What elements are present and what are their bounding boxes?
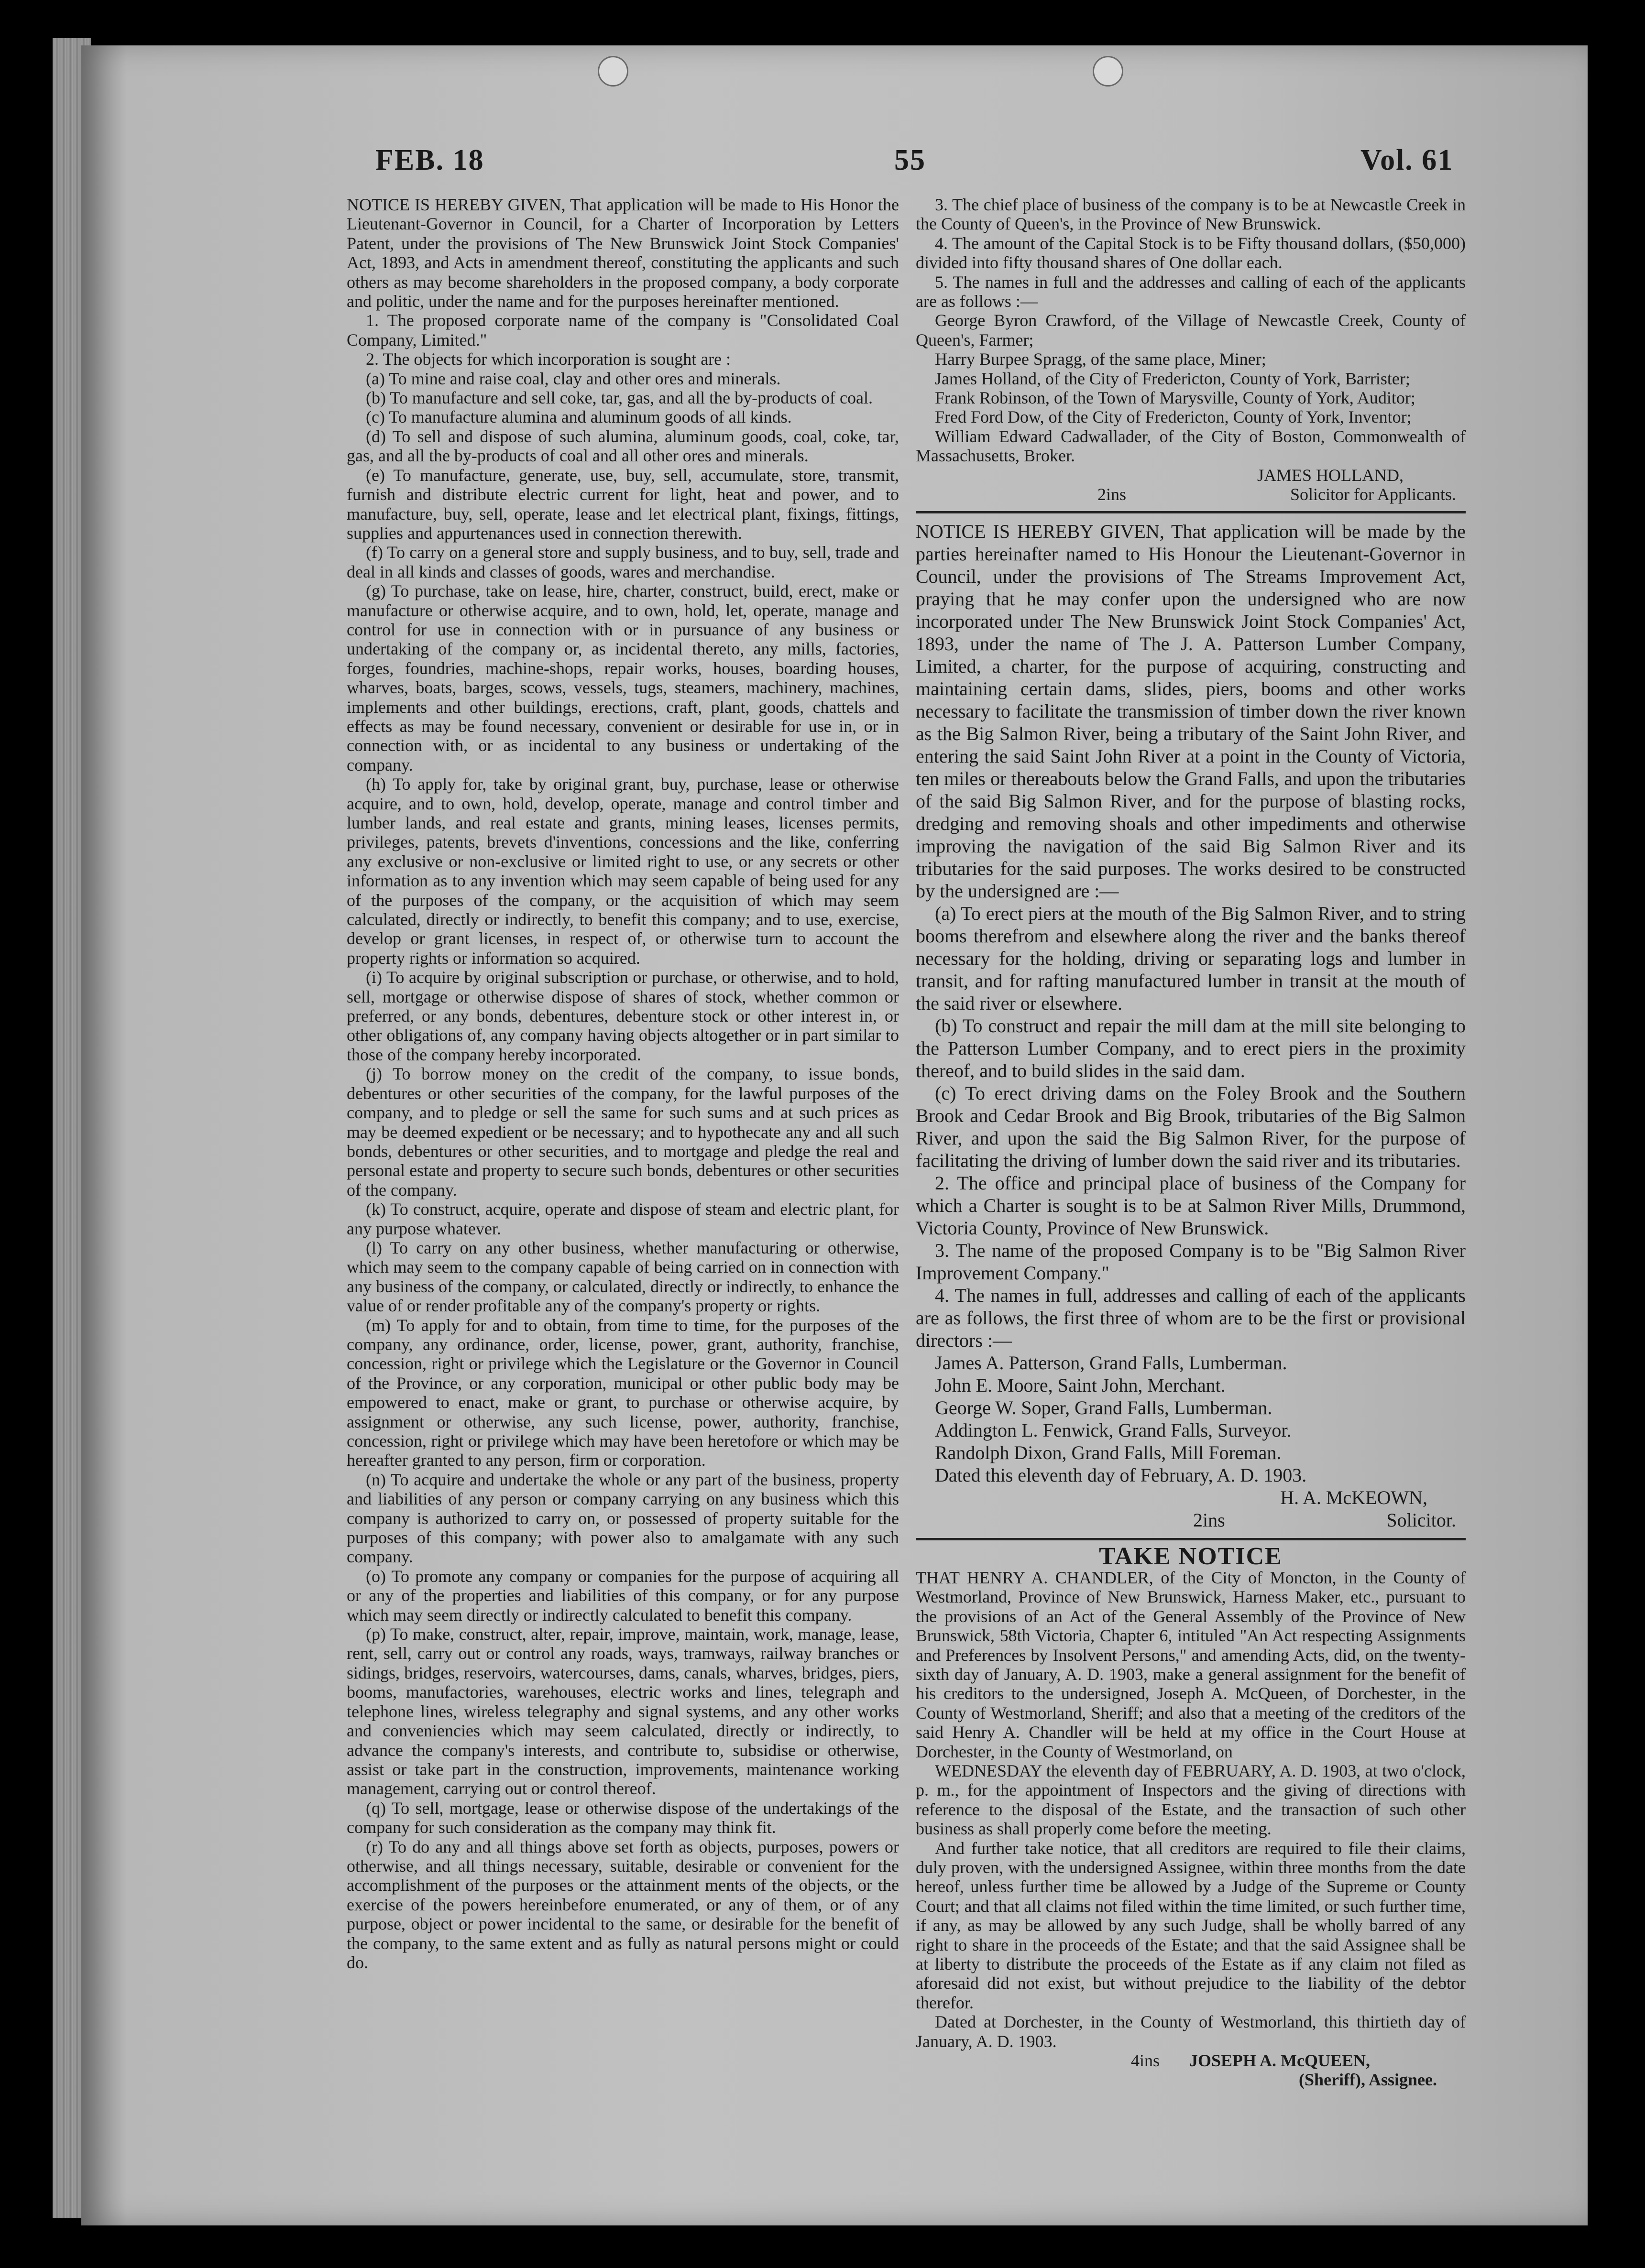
notice-paragraph: And further take notice, that all creditors are required to file their claims, duly proven, with the undersigned Assignee, within three months from the date hereof, unless further time be allowed by a Judge of the Supreme or County Court; and that all claims not filed within the time limited, or such further time, if any, as may be allowed by any such Judge, shall be wholly barred of any right to share in the proceeds of the Estate; and that the said Assignee shall be at liberty to distribute the proceeds of the Estate as if any claim not filed as aforesaid did not exist, but without prejudice to the liability of the debtor therefor. [916, 1838, 1466, 2012]
notice-paragraph: 5. The names in full and the addresses and calling of each of the applicants are as follows :— [916, 272, 1466, 311]
notice-paragraph: 1. The proposed corporate name of the company is "Consolidated Coal Company, Limited." [347, 311, 899, 349]
notice-paragraph: (c) To erect driving dams on the Foley Brook and the Southern Brook and Cedar Brook and Big Brook, tributaries of the Big Salmon River, and upon the said the Big Salmon River, for the purpose of facilitating the driving of lumber down the said river and its tributaries. [916, 1082, 1466, 1171]
notice-paragraph: (l) To carry on any other business, whether manufacturing or otherwise, which may seem to the company capable of being carried on in connection with any business of the company, or calculated, directly or indirectly, to enhance the value of or render profitable any of the company's property or rights. [347, 1238, 899, 1316]
notice-paragraph: 2. The objects for which incorporation is sought are : [366, 349, 731, 369]
notice-paragraph: (o) To promote any company or companies for the purpose of acquiring all or any of the properties and liabilities of this company, or for any purpose which may seem directly or indirectly calculated to benefit this company. [347, 1566, 899, 1625]
insertion-count: 2ins [1097, 485, 1127, 504]
notice-paragraph: (a) To erect piers at the mouth of the Big Salmon River, and to string booms therefrom and elsewhere along the river and the banks thereof necessary for the holding, driving or separating logs and lumber in transit, and for rafting manufactured lumber in transit at the mouth of the said river or elsewhere. [916, 902, 1466, 1014]
notice-paragraph: (r) To do any and all things above set forth as objects, purposes, powers or otherwise, and all things necessary, suitable, desirable or convenient for the accomplishment of the purposes or the attainment ments of the objects, or the exercise of the powers hereinbefore enumerated, or any of them, or of any purpose, object or power incidental to the same, or desirable for the benefit of the company, to the same extent and as fully as natural persons might or could do. [347, 1837, 899, 1972]
insertion-count: 2ins [1193, 1509, 1225, 1531]
running-head-date: FEB. 18 [375, 144, 484, 176]
applicant-entry: George W. Soper, Grand Falls, Lumberman. [935, 1396, 1272, 1418]
section-divider [916, 511, 1466, 513]
notice-paragraph: (b) To construct and repair the mill dam at the mill site belonging to the Patterson Lumber Company, and to erect piers in the proximity thereof, and to build slides in the said dam. [916, 1014, 1466, 1081]
right-column [916, 195, 1466, 2090]
notice-paragraph: 3. The name of the proposed Company is to be "Big Salmon River Improvement Company." [916, 1239, 1466, 1284]
notice-paragraph: WEDNESDAY the eleventh day of FEBRUARY, A. D. 1903, at two o'clock, p. m., for the appointment of Inspectors and the giving of directions with reference to the disposal of the Estate, and the transaction of such other business as shall properly come before the meeting. [916, 1761, 1466, 1839]
notice-paragraph: (g) To purchase, take on lease, hire, charter, construct, build, erect, make or manufacture or otherwise acquire, and to own, hold, let, operate, manage and control for use in connection with or in pursuance of any business or undertaking of the company or, as incidental thereto, any mills, factories, forges, foundries, machine-shops, repair works, houses, boarding houses, wharves, boats, barges, scows, vessels, tugs, steamers, machinery, machines, implements and other buildings, erections, craft, plant, goods, chattels and effects as may be found necessary, convenient or desirable for use in, or in connection with, or as incidental to any business or undertaking of the company. [347, 581, 899, 774]
applicant-entry: George Byron Crawford, of the Village of Newcastle Creek, County of Queen's, Farmer; [916, 311, 1466, 349]
left-column [347, 195, 899, 1972]
notice-paragraph: 2. The office and principal place of business of the Company for which a Charter is sought is to be at Salmon River Mills, Drummond, Victoria County, Province of New Brunswick. [916, 1172, 1466, 1239]
notice-paragraph: THAT HENRY A. CHANDLER, of the City of Moncton, in the County of Westmorland, Province of New Brunswick, Harness Maker, etc., pursuant to the provisions of an Act of the General Assembly of the Province of New Brunswick, 58th Victoria, Chapter 6, intituled "An Act respecting Assignments and Preferences by Insolvent Persons," and amending Acts, did, on the twenty-sixth day of January, A. D. 1903, make a general assignment for the benefit of his creditors to the undersigned, Joseph A. McQueen, of Dorchester, in the County of Westmorland, Sheriff; and also that a meeting of the creditors of the said Henry A. Chandler will be held at my office in the Court House at Dorchester, in the County of Westmorland, on [916, 1568, 1466, 1761]
applicant-entry: Frank Robinson, of the Town of Marysville, County of York, Auditor; [935, 388, 1415, 408]
notice-paragraph: (n) To acquire and undertake the whole or any part of the business, property and liabilities of any person or company carrying on any business which this company is authorized to carry on, or possessed of property suitable for the purposes of this company; with power also to amalgamate with any such company. [347, 1470, 899, 1567]
notice-paragraph: NOTICE IS HEREBY GIVEN, That application will be made by the parties hereinafter named to His Honour the Lieutenant-Governor in Council, under the provisions of The Streams Improvement Act, praying that he may confer upon the undersigned who are now incorporated under The New Brunswick Joint Stock Companies' Act, 1893, under the name of The J. A. Patterson Lumber Company, Limited, a charter, for the purpose of acquiring, constructing and maintaining certain dams, slides, piers, booms and other works necessary to facilitate the transmission of timber down the river known as the Big Salmon River, being a tributary of the Saint John River, and entering the said Saint John River at a point in the County of Victoria, ten miles or thereabouts below the Grand Falls, and upon the tributaries of the said Big Salmon River, and for the purpose of blasting rocks, dredging and removing shoals and other impediments and otherwise improving the navigation of the said Big Salmon River and its tributaries for the said purposes. The works desired to be constructed by the undersigned are :— [916, 520, 1466, 902]
notice-paragraph: (f) To carry on a general store and supply business, and to buy, sell, trade and deal in all kinds and classes of goods, wares and merchandise. [347, 543, 899, 581]
notice-paragraph: (q) To sell, mortgage, lease or otherwise dispose of the undertakings of the company for such consideration as the company may think fit. [347, 1798, 899, 1837]
notice-paragraph: (e) To manufacture, generate, use, buy, sell, accumulate, store, transmit, furnish and distribute electric current for light, heat and power, and to manufacture, buy, sell, operate, lease and let electrical plant, fixings, fittings, supplies and appurtenances used in connection therewith. [347, 465, 899, 543]
signature-line [916, 2051, 1466, 2070]
notice-paragraph: 4. The names in full, addresses and calling of each of the applicants are as follows, the first three of whom are to be the first or provisional directors :— [916, 1284, 1466, 1351]
insertion-count: 4ins [1131, 2051, 1160, 2071]
signer-name: H. A. McKEOWN, [1280, 1486, 1427, 1508]
applicant-entry: Addington L. Fenwick, Grand Falls, Surveyor. [935, 1419, 1292, 1441]
applicant-entry: James A. Patterson, Grand Falls, Lumberman. [935, 1352, 1287, 1374]
binding-hole [598, 56, 628, 87]
notice-paragraph: (k) To construct, acquire, operate and dispose of steam and electric plant, for any purpose whatever. [347, 1199, 899, 1238]
notice-paragraph: 3. The chief place of business of the company is to be at Newcastle Creek in the County of Queen's, in the Province of New Brunswick. [916, 195, 1466, 234]
notice-paragraph: NOTICE IS HEREBY GIVEN, That application will be made to His Honor the Lieutenant-Governor in Council, for a Charter of Incorporation by Letters Patent, under the provisions of The New Brunswick Joint Stock Companies' Act, 1893, and Acts in amendment thereof, constituting the applicants and such others as may become shareholders in the proposed company, a body corporate and politic, under the name and for the purposes hereinafter mentioned. [347, 195, 899, 311]
notice-paragraph: (h) To apply for, take by original grant, buy, purchase, lease or otherwise acquire, and to own, hold, develop, operate, manage and control timber and lumber lands, and real estate and grants, mining leases, licenses permits, privileges, patents, brevets d'inventions, concessions and the like, conferring any exclusive or non-exclusive or limited right to use, or any secrets or other information as to any invention which may seem capable of being used for any of the purposes of the company, or the acquisition of which may seem calculated, directly or indirectly, to benefit this company; and to use, exercise, develop or grant licenses, in respect of, or otherwise turn to account the property rights or information so acquired. [347, 774, 899, 968]
notice-paragraph: (d) To sell and dispose of such alumina, aluminum goods, coal, coke, tar, gas, and all the by-products of coal and all other ores and minerals. [347, 426, 899, 466]
applicant-entry: Fred Ford Dow, of the City of Fredericton, County of York, Inventor; [935, 407, 1412, 427]
signer-name: JAMES HOLLAND, [1257, 465, 1404, 485]
signer-title: Solicitor. [1386, 1509, 1456, 1531]
applicant-list [916, 1352, 1466, 1486]
applicant-entry: James Holland, of the City of Fredericton, County of York, Barrister; [935, 369, 1410, 388]
notice-paragraph: (c) To manufacture alumina and aluminum goods of all kinds. [366, 407, 792, 427]
notice-paragraph: (b) To manufacture and sell coke, tar, gas, and all the by-products of coal. [366, 388, 873, 408]
signer-name: JOSEPH A. McQUEEN, [1189, 2051, 1370, 2071]
notice-paragraph: (a) To mine and raise coal, clay and other ores and minerals. [366, 369, 781, 388]
signature-line [916, 485, 1466, 504]
dated-line: Dated this eleventh day of February, A. D. 1903. [935, 1464, 1307, 1486]
page-number: 55 [894, 144, 926, 176]
signer-title: (Sheriff), Assignee. [1299, 2070, 1437, 2090]
notice-paragraph: (i) To acquire by original subscription or purchase, or otherwise, and to hold, sell, mortgage or otherwise dispose of shares of stock, whether common or preferred, or any bonds, debentures, debenture stock or other interest in, or other obligations of, any company having objects altogether or in part similar to those of the company hereby incorporated. [347, 968, 899, 1064]
notice-paragraph: (m) To apply for and to obtain, from time to time, for the purposes of the company, any ordinance, order, license, power, grant, authority, franchise, concession, right or privilege which the Legislature or the Governor in Council of the Province, or any corporation, municipal or other public body may be empowered to enact, make or grant, to purchase or otherwise acquire, by assignment or otherwise, any such license, power, authority, franchise, concession, right or privilege which may have been heretofore or which may be hereafter granted to any person, firm or corporation. [347, 1315, 899, 1470]
applicant-entry: Harry Burpee Spragg, of the same place, Miner; [935, 349, 1266, 369]
notice-paragraph: 4. The amount of the Capital Stock is to be Fifty thousand dollars, ($50,000) divided into fifty thousand shares of One dollar each. [916, 233, 1466, 273]
notice-paragraph: (j) To borrow money on the credit of the company, to issue bonds, debentures or other securities of the company, for the lawful purposes of the company, and to pledge or sell the same for such sums and at such prices as may be deemed expedient or be necessary; and to hypothecate any and all such bonds, debentures or other securities, and to mortgage and pledge the real and personal estate and property to secure such bonds, debentures or other securities of the company. [347, 1064, 899, 1199]
streams-improvement-notice [916, 520, 1466, 1531]
applicant-entry: Randolph Dixon, Grand Falls, Mill Foreman. [935, 1441, 1282, 1463]
dated-line: Dated at Dorchester, in the County of Westmorland, this thirtieth day of January, A. D. 1903. [916, 2012, 1466, 2051]
applicant-entry: William Edward Cadwallader, of the City of Boston, Commonwealth of Massachusetts, Broker. [916, 426, 1466, 466]
notice-paragraph: (p) To make, construct, alter, repair, improve, maintain, work, manage, lease, rent, sell, carry out or control any roads, ways, tramways, railway branches or sidings, bridges, reservoirs, watercourses, dams, canals, wharves, bridges, piers, booms, manufactories, warehouses, electric works and lines, telegraph and telephone lines, wireless telegraphy and signal systems, and any other works and conveniencies which may seem calculated, directly or indirectly, to advance the company's interests, and contribute to, subsidise or otherwise, assist or take part in the construction, improvements, maintenance working management, carrying out or control thereof. [347, 1625, 899, 1799]
take-notice-heading: TAKE NOTICE [1099, 1542, 1283, 1570]
running-head-volume: Vol. 61 [1360, 144, 1454, 176]
applicant-entry: John E. Moore, Saint John, Merchant. [935, 1374, 1226, 1396]
binding-hole [1093, 56, 1123, 87]
section-divider [916, 1538, 1466, 1540]
signature-line [916, 1509, 1466, 1531]
signer-title: Solicitor for Applicants. [1290, 485, 1456, 504]
